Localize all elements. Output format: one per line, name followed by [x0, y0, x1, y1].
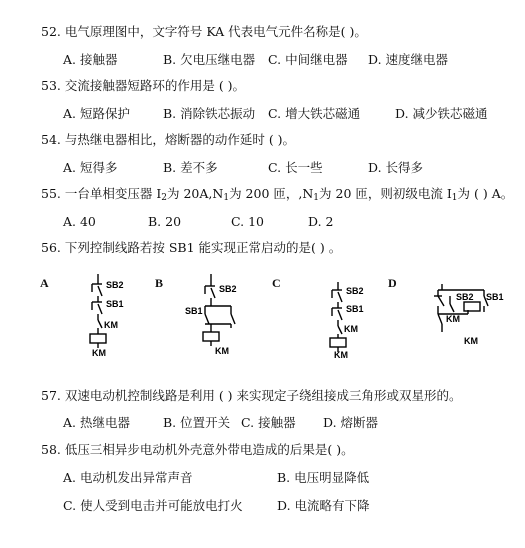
circuit-b-sb1-label: SB1: [185, 306, 203, 316]
circuit-d-label: D: [388, 276, 397, 290]
q55-subscript-1: 2: [161, 193, 167, 203]
q54-option-d: D. 长得多: [368, 160, 424, 175]
circuit-b-km-coil-label: KM: [215, 346, 229, 356]
circuit-c-diagram: [312, 280, 382, 360]
q58-option-c: C. 使人受到电击并可能放电打火: [63, 498, 243, 513]
q55-option-b: B. 20: [148, 214, 182, 229]
q55-stem-part-5: 为 ( ) A。: [457, 186, 514, 201]
q53-option-b: B. 消除铁芯振动: [163, 106, 256, 121]
question-56-stem: 56. 下列控制线路若按 SB1 能实现正常启动的是( ) 。: [41, 240, 342, 255]
question-57-stem: 57. 双速电动机控制线路是利用 ( ) 来实现定子绕组接成三角形或双星形的。: [41, 388, 462, 403]
circuit-a-label: A: [40, 276, 49, 290]
q58-option-b: B. 电压明显降低: [277, 470, 370, 485]
q52-option-a: A. 接触器: [63, 52, 118, 67]
circuit-c-sb2-label: SB2: [346, 286, 364, 296]
circuit-c-km-contact-label: KM: [344, 324, 358, 334]
q55-option-a: A. 40: [63, 214, 96, 229]
circuit-a-sb1-label: SB1: [106, 299, 124, 309]
question-54-stem: 54. 与热继电器相比，熔断器的动作延时 ( )。: [41, 132, 296, 147]
q54-option-b: B. 差不多: [163, 160, 218, 175]
circuit-c-label: C: [272, 276, 281, 290]
question-52-stem: 52. 电气原理图中，文字符号 KA 代表电气元件名称是( )。: [41, 24, 367, 39]
q55-option-c: C. 10: [231, 214, 264, 229]
q53-option-a: A. 短路保护: [63, 106, 130, 121]
q52-option-d: D. 速度继电器: [368, 52, 449, 67]
q54-option-c: C. 长一些: [268, 160, 323, 175]
circuit-d-km-contact-label: KM: [446, 314, 460, 324]
circuit-d-sb2-label: SB2: [456, 292, 474, 302]
q52-option-c: C. 中间继电器: [268, 52, 348, 67]
q53-option-d: D. 减少铁芯磁通: [395, 106, 488, 121]
q55-subscript-4: 1: [451, 193, 458, 203]
q52-option-b: B. 欠电压继电器: [163, 52, 256, 67]
q55-stem-part-1: 55. 一台单相变压器 I: [41, 186, 162, 201]
question-58-stem: 58. 低压三相异步电动机外壳意外带电造成的后果是( )。: [41, 442, 354, 457]
q57-option-c: C. 接触器: [241, 415, 296, 430]
q55-stem-part-3: 为 200 匝，,N: [229, 186, 314, 201]
q57-option-b: B. 位置开关: [163, 415, 231, 430]
circuit-d-sb1-label: SB1: [486, 292, 504, 302]
circuit-d-km-coil-label: KM: [464, 336, 478, 346]
q57-option-d: D. 熔断器: [323, 415, 379, 430]
circuit-a-diagram: [80, 272, 140, 362]
circuit-d-diagram: [428, 282, 508, 352]
question-53-stem: 53. 交流接触器短路环的作用是 ( )。: [41, 78, 246, 93]
circuit-c-km-coil-label: KM: [334, 350, 348, 360]
circuit-a-km-coil-label: KM: [92, 348, 106, 358]
q54-option-a: A. 短得多: [63, 160, 118, 175]
circuit-b-sb2-label: SB2: [219, 284, 237, 294]
circuit-c-sb1-label: SB1: [346, 304, 364, 314]
q58-option-d: D. 电流略有下降: [277, 498, 370, 513]
circuit-b-label: B: [155, 276, 164, 290]
circuit-a-km-contact-label: KM: [104, 320, 118, 330]
question-55-stem: [41, 186, 513, 206]
q57-option-a: A. 热继电器: [63, 415, 130, 430]
q55-option-d: D. 2: [308, 214, 334, 229]
circuit-b-diagram: [185, 272, 250, 362]
q58-option-a: A. 电动机发出异常声音: [63, 470, 193, 485]
q53-option-c: C. 增大铁芯磁通: [268, 106, 361, 121]
q55-subscript-2: 1: [223, 193, 230, 203]
q55-subscript-3: 1: [313, 193, 320, 203]
circuit-a-sb2-label: SB2: [106, 280, 124, 290]
q55-stem-part-2: 为 20A,N: [167, 186, 224, 201]
q55-stem-part-4: 为 20 匝，则初级电流 I: [319, 186, 452, 201]
